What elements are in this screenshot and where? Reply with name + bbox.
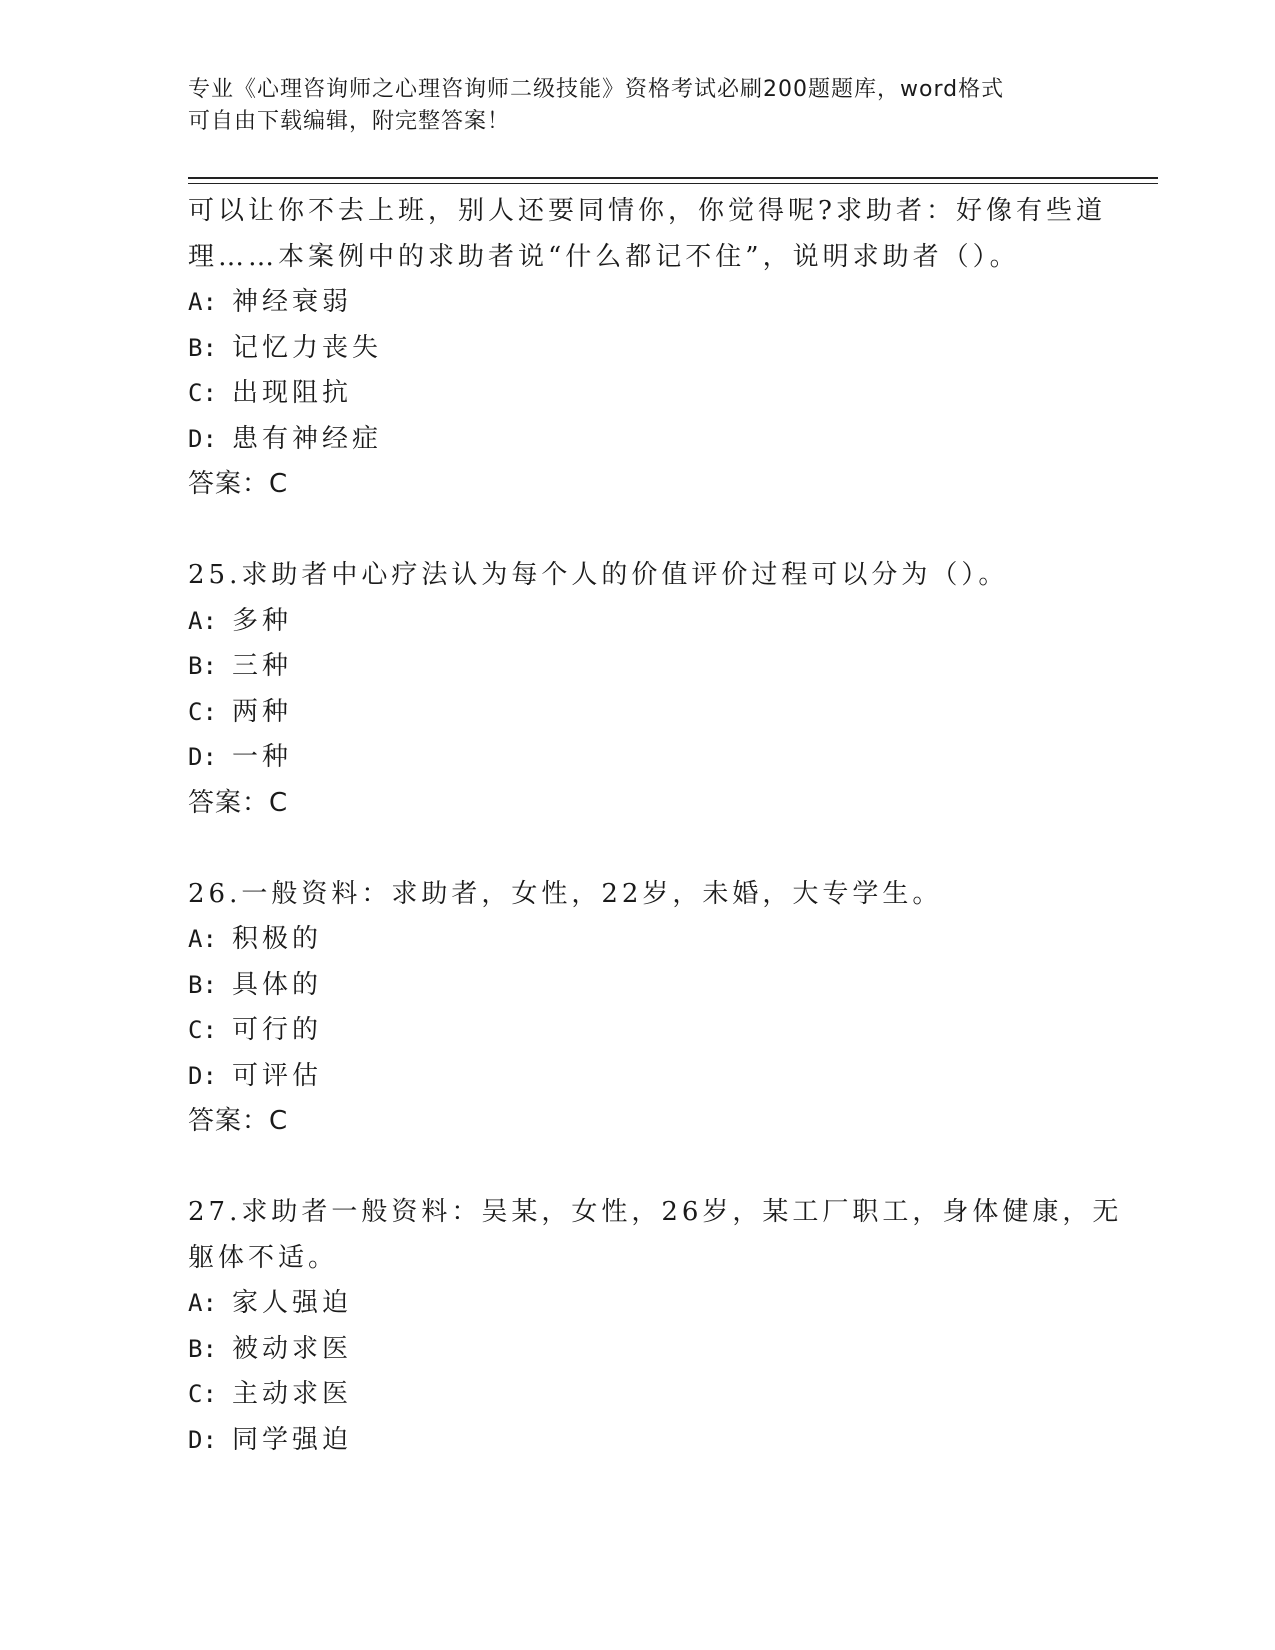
option-a [188,280,1088,326]
option-text: 三种 [232,651,293,681]
option-letter: B: [188,970,217,999]
option-letter: B: [188,333,217,362]
option-b [188,326,1088,372]
option-text: 多种 [232,605,293,636]
option-letter: C: [188,697,217,726]
option-letter: A: [188,288,217,316]
option-letter: C: [188,1380,217,1408]
option-a [188,1281,1088,1327]
option-letter: D: [188,1061,217,1090]
question-stem-line: 25.求助者中心疗法认为每个人的价值评价过程可以分为（）。 [188,560,1009,590]
document-header [188,74,1068,138]
option-text: 可行的 [232,1015,323,1045]
option-letter: A: [188,925,217,953]
option-letter: D: [188,424,217,453]
option-b [188,963,1088,1009]
option-c [188,1008,1088,1054]
option-c [188,690,1088,736]
option-text: 神经衰弱 [232,287,353,317]
option-a [188,917,1088,963]
option-a [188,599,1088,645]
question-list [188,189,1123,1463]
option-letter: C: [188,379,217,407]
option-text: 被动求医 [232,1333,353,1364]
question-27 [188,1190,1123,1463]
question-spacer [188,508,1088,554]
option-text: 主动求医 [232,1379,353,1409]
option-letter: B: [188,1334,217,1363]
option-c [188,371,1088,417]
option-text: 积极的 [232,924,323,954]
header-title-line-2: 可自由下载编辑，附完整答案！ [188,109,511,134]
option-text: 家人强迫 [232,1288,353,1318]
option-letter: A: [188,1289,217,1317]
option-text: 出现阻抗 [232,378,353,408]
option-b [188,644,1088,690]
header-title-line-1: 专业《心理咨询师之心理咨询师二级技能》资格考试必刷200题题库，word格式 [188,77,1005,102]
option-text: 同学强迫 [232,1424,353,1455]
option-d [188,1054,1088,1100]
answer-line: 答案：C [188,469,289,499]
option-letter: A: [188,606,217,635]
question-stem-line: 可以让你不去上班，别人还要同情你，你觉得呢?求助者：好像有些道 [188,196,1106,226]
option-letter: D: [188,743,217,771]
option-text: 具体的 [232,969,323,1000]
option-d [188,1418,1088,1464]
option-text: 一种 [232,742,293,772]
question-25 [188,553,1088,826]
question-26 [188,872,1088,1145]
answer-line: 答案：C [188,1106,289,1136]
question-stem-line: 躯体不适。 [188,1242,339,1273]
option-c [188,1372,1088,1418]
option-letter: C: [188,1016,217,1044]
question-spacer [188,1145,1088,1191]
question-24 [188,189,1106,508]
question-stem-line: 26.一般资料：求助者，女性，22岁，未婚，大专学生。 [188,878,943,909]
option-text: 患有神经症 [232,423,383,454]
option-letter: D: [188,1425,217,1454]
question-stem-line: 27.求助者一般资料：吴某，女性，26岁，某工厂职工，身体健康，无 [188,1197,1123,1227]
option-letter: B: [188,652,217,680]
option-text: 两种 [232,696,293,727]
answer-line: 答案：C [188,787,289,818]
header-divider-thick [188,177,1158,179]
question-spacer [188,826,1088,872]
option-d [188,417,1088,463]
header-divider-thin [188,183,1158,184]
option-b [188,1327,1088,1373]
option-d [188,735,1088,781]
option-text: 可评估 [232,1060,323,1091]
option-text: 记忆力丧失 [232,332,383,363]
question-stem-line: 理……本案例中的求助者说“什么都记不住”，说明求助者（）。 [188,241,1020,272]
